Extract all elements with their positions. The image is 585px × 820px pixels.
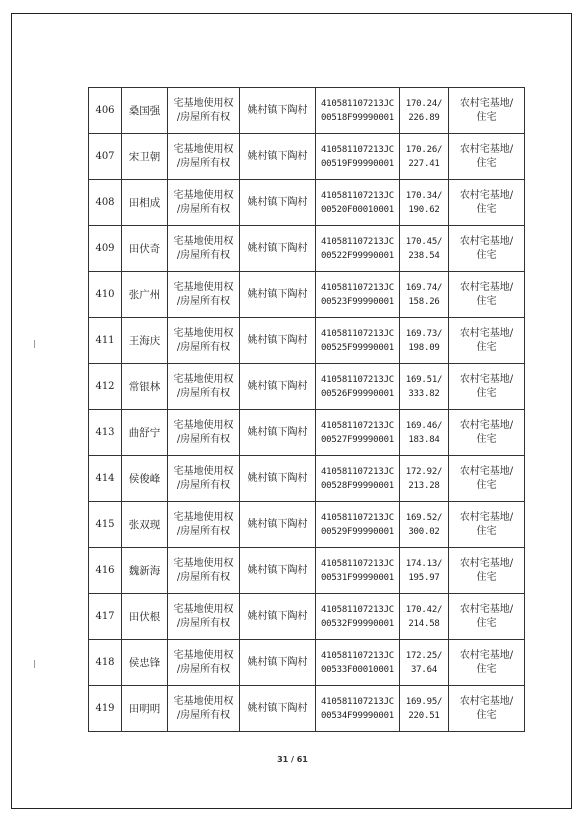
land-use-cell: [449, 364, 525, 410]
owner-name-cell: 侯俊峰: [122, 456, 168, 502]
land-use-cell-line: 农村宅基地/: [459, 603, 514, 615]
right-type-cell-line: /房屋所有权: [176, 203, 231, 215]
land-use-cell-line: 住宅: [476, 249, 497, 261]
area-cell: [400, 226, 449, 272]
land-use-cell-line: 住宅: [476, 433, 497, 445]
area-cell-line: 169.52/: [405, 512, 443, 523]
area-cell-line: 172.25/: [405, 650, 443, 661]
parcel-code-cell-line: 00529F99990001: [320, 526, 395, 537]
land-use-cell-line: 住宅: [476, 387, 497, 399]
land-use-cell-line: 农村宅基地/: [459, 97, 514, 109]
area-cell-line: 172.92/: [405, 466, 443, 477]
parcel-code-cell-line: 410581107213JC: [320, 558, 395, 569]
right-type-cell: [168, 502, 240, 548]
area-cell-line: 220.51: [408, 710, 440, 721]
land-use-cell-line: 农村宅基地/: [459, 143, 514, 155]
land-use-cell-line: 农村宅基地/: [459, 373, 514, 385]
owner-name-cell: 王海庆: [122, 318, 168, 364]
area-cell-line: 227.41: [408, 158, 440, 169]
land-use-cell-line: 住宅: [476, 203, 497, 215]
row-number-cell: 408: [89, 180, 122, 226]
row-number-cell: 410: [89, 272, 122, 318]
area-cell-line: 169.73/: [405, 328, 443, 339]
table-row: [89, 502, 525, 548]
right-type-cell: [168, 456, 240, 502]
area-cell: [400, 134, 449, 180]
area-cell-line: 37.64: [410, 664, 438, 675]
area-cell-line: 238.54: [408, 250, 440, 261]
land-use-cell: [449, 88, 525, 134]
scan-margin-mark: [34, 660, 35, 668]
row-number-cell: 411: [89, 318, 122, 364]
parcel-code-cell: [316, 594, 400, 640]
owner-name-cell: 张双现: [122, 502, 168, 548]
parcel-code-cell: [316, 456, 400, 502]
area-cell: [400, 272, 449, 318]
owner-name-cell: 田明明: [122, 686, 168, 732]
land-use-cell-line: 农村宅基地/: [459, 557, 514, 569]
land-use-cell: [449, 548, 525, 594]
table-row: [89, 548, 525, 594]
location-cell: 姚村镇下陶村: [240, 180, 316, 226]
right-type-cell: [168, 318, 240, 364]
owner-name-cell: 魏新海: [122, 548, 168, 594]
area-cell-line: 170.26/: [405, 144, 443, 155]
land-use-cell: [449, 410, 525, 456]
location-cell: 姚村镇下陶村: [240, 134, 316, 180]
owner-name-cell: 田伏根: [122, 594, 168, 640]
land-use-cell-line: 农村宅基地/: [459, 419, 514, 431]
right-type-cell-line: /房屋所有权: [176, 617, 231, 629]
right-type-cell-line: /房屋所有权: [176, 387, 231, 399]
parcel-code-cell-line: 00523F99990001: [320, 296, 395, 307]
right-type-cell-line: /房屋所有权: [176, 111, 231, 123]
land-use-cell-line: 住宅: [476, 295, 497, 307]
owner-name-cell: 桑国强: [122, 88, 168, 134]
right-type-cell-line: /房屋所有权: [176, 663, 231, 675]
parcel-code-cell: [316, 88, 400, 134]
parcel-code-cell: [316, 272, 400, 318]
land-use-cell-line: 农村宅基地/: [459, 327, 514, 339]
parcel-code-cell: [316, 364, 400, 410]
parcel-code-cell-line: 410581107213JC: [320, 190, 395, 201]
right-type-cell-line: 宅基地使用权: [173, 695, 234, 707]
area-cell-line: 170.42/: [405, 604, 443, 615]
parcel-code-cell-line: 410581107213JC: [320, 696, 395, 707]
parcel-code-cell-line: 00527F99990001: [320, 434, 395, 445]
parcel-code-cell-line: 410581107213JC: [320, 374, 395, 385]
table-row: [89, 272, 525, 318]
area-cell-line: 300.02: [408, 526, 440, 537]
location-cell: 姚村镇下陶村: [240, 686, 316, 732]
area-cell-line: 158.26: [408, 296, 440, 307]
property-register-table: [88, 87, 525, 732]
land-use-cell-line: 农村宅基地/: [459, 235, 514, 247]
parcel-code-cell-line: 00525F99990001: [320, 342, 395, 353]
table-row: [89, 226, 525, 272]
right-type-cell-line: /房屋所有权: [176, 709, 231, 721]
area-cell: [400, 318, 449, 364]
table-row: [89, 410, 525, 456]
land-use-cell: [449, 272, 525, 318]
land-use-cell: [449, 226, 525, 272]
land-use-cell-line: 农村宅基地/: [459, 465, 514, 477]
land-use-cell: [449, 180, 525, 226]
land-use-cell-line: 住宅: [476, 479, 497, 491]
area-cell: [400, 88, 449, 134]
parcel-code-cell-line: 00534F99990001: [320, 710, 395, 721]
row-number-cell: 416: [89, 548, 122, 594]
area-cell: [400, 410, 449, 456]
area-cell: [400, 364, 449, 410]
right-type-cell-line: 宅基地使用权: [173, 419, 234, 431]
land-use-cell-line: 住宅: [476, 709, 497, 721]
location-cell: 姚村镇下陶村: [240, 318, 316, 364]
table-row: [89, 134, 525, 180]
parcel-code-cell-line: 410581107213JC: [320, 236, 395, 247]
right-type-cell-line: 宅基地使用权: [173, 97, 234, 109]
row-number-cell: 417: [89, 594, 122, 640]
area-cell-line: 214.58: [408, 618, 440, 629]
land-use-cell-line: 农村宅基地/: [459, 649, 514, 661]
right-type-cell-line: 宅基地使用权: [173, 235, 234, 247]
right-type-cell-line: /房屋所有权: [176, 525, 231, 537]
land-use-cell-line: 住宅: [476, 157, 497, 169]
right-type-cell: [168, 88, 240, 134]
parcel-code-cell-line: 410581107213JC: [320, 650, 395, 661]
area-cell-line: 170.24/: [405, 98, 443, 109]
land-use-cell: [449, 686, 525, 732]
land-use-cell-line: 农村宅基地/: [459, 189, 514, 201]
area-cell-line: 190.62: [408, 204, 440, 215]
table-body: [89, 88, 525, 732]
area-cell: [400, 594, 449, 640]
owner-name-cell: 张广州: [122, 272, 168, 318]
owner-name-cell: 常银林: [122, 364, 168, 410]
row-number-cell: 406: [89, 88, 122, 134]
right-type-cell: [168, 364, 240, 410]
parcel-code-cell-line: 00528F99990001: [320, 480, 395, 491]
parcel-code-cell: [316, 134, 400, 180]
parcel-code-cell: [316, 180, 400, 226]
table-row: [89, 686, 525, 732]
parcel-code-cell: [316, 640, 400, 686]
parcel-code-cell: [316, 410, 400, 456]
location-cell: 姚村镇下陶村: [240, 272, 316, 318]
owner-name-cell: 曲舒宁: [122, 410, 168, 456]
area-cell-line: 226.89: [408, 112, 440, 123]
land-use-cell-line: 住宅: [476, 525, 497, 537]
land-use-cell: [449, 502, 525, 548]
row-number-cell: 412: [89, 364, 122, 410]
table-row: [89, 456, 525, 502]
land-use-cell-line: 农村宅基地/: [459, 511, 514, 523]
right-type-cell-line: 宅基地使用权: [173, 143, 234, 155]
table-row: [89, 364, 525, 410]
location-cell: 姚村镇下陶村: [240, 364, 316, 410]
land-use-cell-line: 农村宅基地/: [459, 695, 514, 707]
right-type-cell-line: /房屋所有权: [176, 157, 231, 169]
location-cell: 姚村镇下陶村: [240, 410, 316, 456]
land-use-cell: [449, 456, 525, 502]
land-use-cell-line: 住宅: [476, 571, 497, 583]
parcel-code-cell-line: 00520F00010001: [320, 204, 395, 215]
right-type-cell: [168, 134, 240, 180]
right-type-cell: [168, 410, 240, 456]
parcel-code-cell-line: 00531F99990001: [320, 572, 395, 583]
area-cell-line: 195.97: [408, 572, 440, 583]
right-type-cell-line: 宅基地使用权: [173, 511, 234, 523]
owner-name-cell: 田伏奇: [122, 226, 168, 272]
area-cell: [400, 180, 449, 226]
right-type-cell-line: 宅基地使用权: [173, 465, 234, 477]
right-type-cell: [168, 686, 240, 732]
land-use-cell: [449, 640, 525, 686]
page-number: 31 / 61: [277, 755, 308, 764]
right-type-cell-line: 宅基地使用权: [173, 557, 234, 569]
land-use-cell: [449, 318, 525, 364]
table-row: [89, 594, 525, 640]
parcel-code-cell-line: 00519F99990001: [320, 158, 395, 169]
parcel-code-cell: [316, 548, 400, 594]
area-cell: [400, 548, 449, 594]
area-cell-line: 174.13/: [405, 558, 443, 569]
table-row: [89, 180, 525, 226]
row-number-cell: 415: [89, 502, 122, 548]
parcel-code-cell: [316, 226, 400, 272]
parcel-code-cell-line: 410581107213JC: [320, 282, 395, 293]
table-row: [89, 640, 525, 686]
right-type-cell: [168, 272, 240, 318]
right-type-cell-line: 宅基地使用权: [173, 603, 234, 615]
parcel-code-cell-line: 00518F99990001: [320, 112, 395, 123]
right-type-cell: [168, 226, 240, 272]
right-type-cell-line: /房屋所有权: [176, 295, 231, 307]
area-cell-line: 333.82: [408, 388, 440, 399]
land-use-cell-line: 农村宅基地/: [459, 281, 514, 293]
area-cell-line: 183.84: [408, 434, 440, 445]
parcel-code-cell-line: 410581107213JC: [320, 144, 395, 155]
right-type-cell-line: 宅基地使用权: [173, 189, 234, 201]
location-cell: 姚村镇下陶村: [240, 548, 316, 594]
area-cell: [400, 502, 449, 548]
row-number-cell: 414: [89, 456, 122, 502]
parcel-code-cell-line: 410581107213JC: [320, 98, 395, 109]
right-type-cell: [168, 548, 240, 594]
parcel-code-cell: [316, 502, 400, 548]
table-row: [89, 318, 525, 364]
right-type-cell: [168, 640, 240, 686]
right-type-cell-line: /房屋所有权: [176, 341, 231, 353]
area-cell: [400, 686, 449, 732]
right-type-cell-line: /房屋所有权: [176, 571, 231, 583]
row-number-cell: 409: [89, 226, 122, 272]
area-cell-line: 169.74/: [405, 282, 443, 293]
right-type-cell: [168, 594, 240, 640]
parcel-code-cell-line: 00522F99990001: [320, 250, 395, 261]
area-cell: [400, 640, 449, 686]
land-use-cell-line: 住宅: [476, 341, 497, 353]
table-row: [89, 88, 525, 134]
parcel-code-cell-line: 00532F99990001: [320, 618, 395, 629]
location-cell: 姚村镇下陶村: [240, 456, 316, 502]
parcel-code-cell-line: 410581107213JC: [320, 328, 395, 339]
area-cell-line: 169.46/: [405, 420, 443, 431]
area-cell-line: 170.45/: [405, 236, 443, 247]
location-cell: 姚村镇下陶村: [240, 502, 316, 548]
row-number-cell: 407: [89, 134, 122, 180]
parcel-code-cell: [316, 686, 400, 732]
area-cell-line: 169.95/: [405, 696, 443, 707]
row-number-cell: 419: [89, 686, 122, 732]
area-cell-line: 169.51/: [405, 374, 443, 385]
parcel-code-cell-line: 410581107213JC: [320, 512, 395, 523]
area-cell-line: 198.09: [408, 342, 440, 353]
right-type-cell: [168, 180, 240, 226]
parcel-code-cell-line: 410581107213JC: [320, 466, 395, 477]
right-type-cell-line: /房屋所有权: [176, 433, 231, 445]
parcel-code-cell: [316, 318, 400, 364]
land-use-cell-line: 住宅: [476, 663, 497, 675]
area-cell-line: 213.28: [408, 480, 440, 491]
row-number-cell: 413: [89, 410, 122, 456]
land-use-cell: [449, 594, 525, 640]
location-cell: 姚村镇下陶村: [240, 226, 316, 272]
right-type-cell-line: /房屋所有权: [176, 249, 231, 261]
land-use-cell: [449, 134, 525, 180]
area-cell-line: 170.34/: [405, 190, 443, 201]
scan-margin-mark: [34, 340, 35, 348]
location-cell: 姚村镇下陶村: [240, 594, 316, 640]
area-cell: [400, 456, 449, 502]
parcel-code-cell-line: 410581107213JC: [320, 604, 395, 615]
right-type-cell-line: 宅基地使用权: [173, 373, 234, 385]
owner-name-cell: 侯忠锋: [122, 640, 168, 686]
right-type-cell-line: 宅基地使用权: [173, 327, 234, 339]
location-cell: 姚村镇下陶村: [240, 640, 316, 686]
row-number-cell: 418: [89, 640, 122, 686]
right-type-cell-line: 宅基地使用权: [173, 281, 234, 293]
right-type-cell-line: 宅基地使用权: [173, 649, 234, 661]
land-use-cell-line: 住宅: [476, 617, 497, 629]
owner-name-cell: 田相成: [122, 180, 168, 226]
parcel-code-cell-line: 00526F99990001: [320, 388, 395, 399]
land-use-cell-line: 住宅: [476, 111, 497, 123]
parcel-code-cell-line: 410581107213JC: [320, 420, 395, 431]
parcel-code-cell-line: 00533F00010001: [320, 664, 395, 675]
owner-name-cell: 宋卫朝: [122, 134, 168, 180]
right-type-cell-line: /房屋所有权: [176, 479, 231, 491]
location-cell: 姚村镇下陶村: [240, 88, 316, 134]
